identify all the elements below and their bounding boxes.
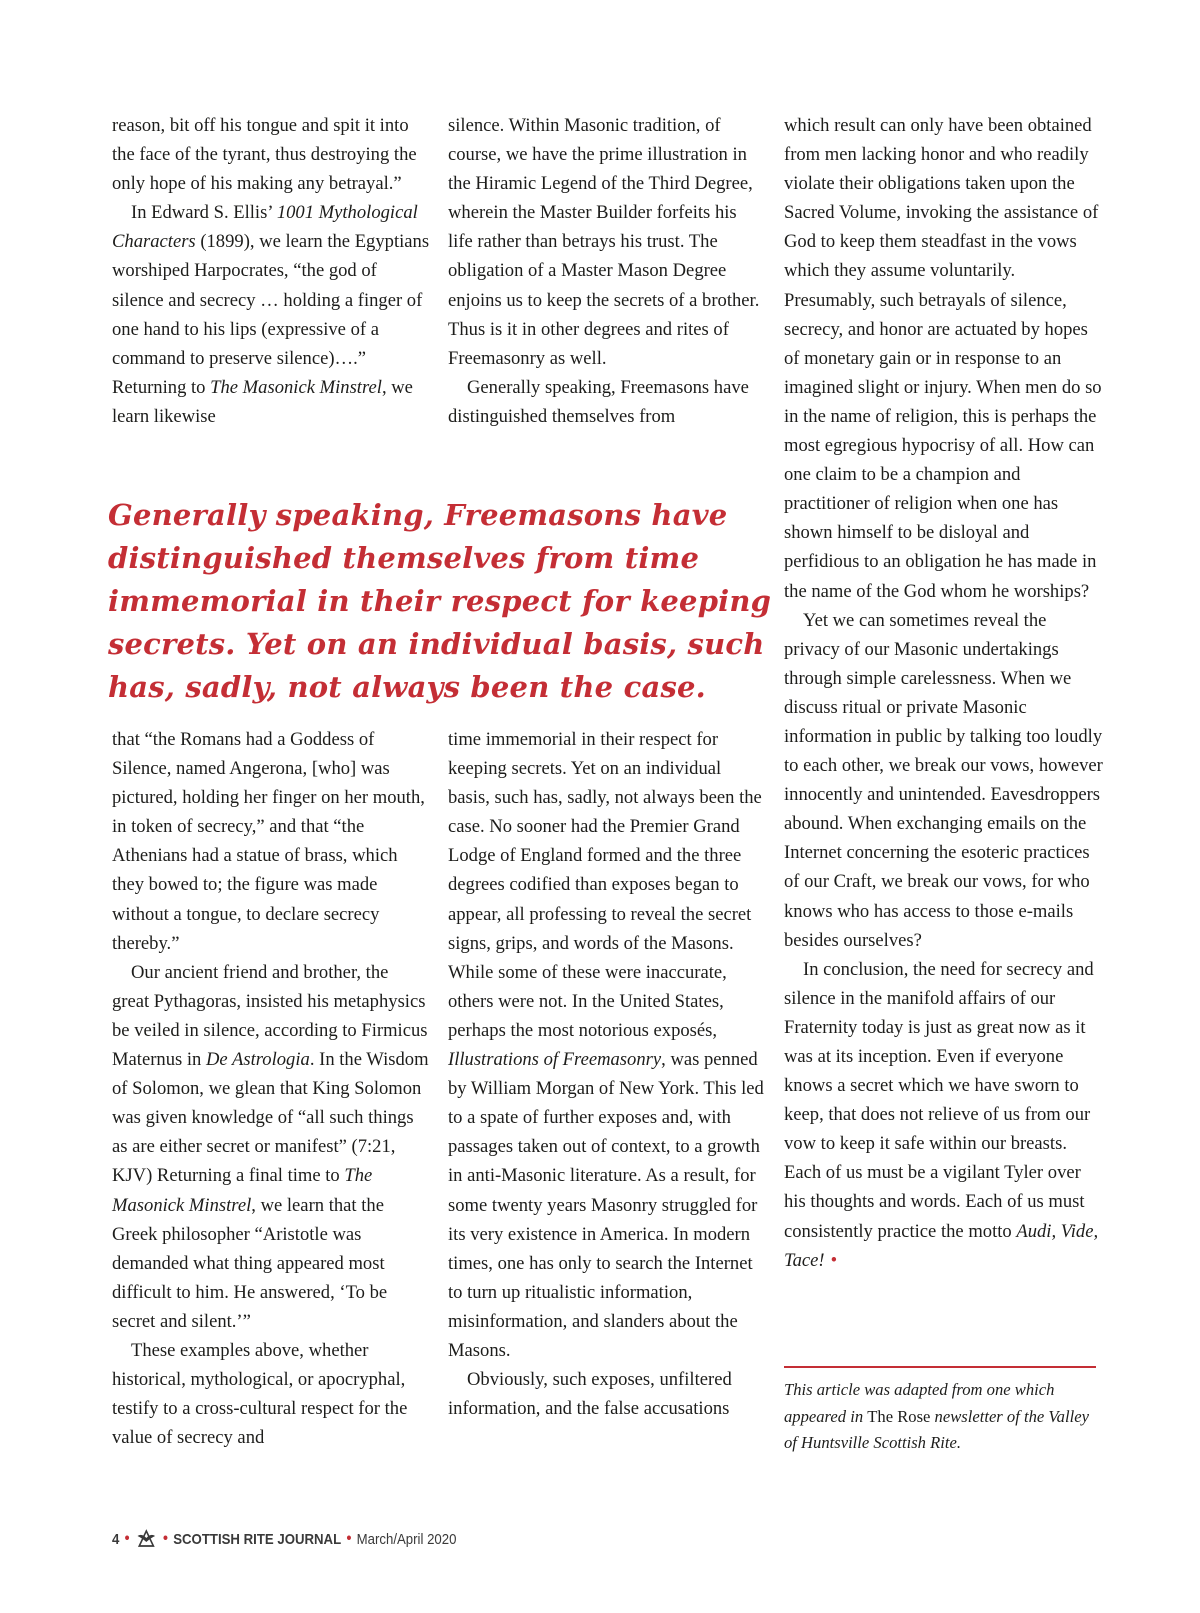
paragraph: that “the Romans had a Goddess of Silence, named Angerona, [who] was pictured, holding her finger on her mouth, in token of secrecy,” and that “the Athenians had a statue of brass, which they bowed to; the figure was made without a tongue, to declare secrecy thereby.” bbox=[112, 729, 425, 954]
paragraph: reason, bit off his tongue and spit it into the face of the tyrant, thus destroying the only hope of his making any betrayal.” bbox=[112, 115, 417, 195]
paragraph: time immemorial in their respect for keeping secrets. Yet on an individual basis, such has, sadly, not always been the case. No sooner had the Premier Grand Lodge of England formed and the three degrees codified than exposes began to appear, all professing to reveal the secret signs, grips, and words of the Masons. While some of these were inaccurate, others were not. In the United States, perhaps the most notorious exposés, Illustrations of Freemasonry, was penned by William Morgan of New York. This led to a spate of further exposes and, with passages taken out of context, to a growth in anti-Masonic literature. As a result, for some twenty years Masonry struggled for its very existence in America. In modern times, one has only to search the Internet to turn up ritualistic information, misinformation, and slanders about the Masons. bbox=[448, 729, 764, 1361]
footer-separator: • bbox=[162, 1530, 168, 1547]
book-title: The Masonick Minstrel bbox=[210, 376, 382, 398]
note-divider bbox=[784, 1366, 1096, 1368]
footer-separator: • bbox=[346, 1530, 352, 1547]
paragraph: In conclusion, the need for secrecy and silence in the manifold affairs of our Fraternity today is just as great now as it was at its inception. Even if everyone knows a secret which we have sworn to keep, that does not relieve of us from our vow to keep it safe within our breasts. Each of us must be a vigilant Tyler over his thoughts and words. Each of us must consistently practice the motto Audi, Vide, Tace! • bbox=[784, 958, 1099, 1271]
paragraph: which result can only have been obtained from men lacking honor and who readily violate their obligations taken upon the Sacred Volume, invoking the assistance of God to keep them steadfast in the vows which they assume voluntarily. Presumably, such betrayals of silence, secrecy, and honor are actuated by hopes of monetary gain or in response to an imagined slight or injury. When men do so in the name of religion, this is perhaps the most egregious hypocrisy of all. How can one claim to be a champion and practitioner of religion when one has shown himself to be disloyal and perfidious to an obligation he has made in the name of the God whom he worships? bbox=[784, 115, 1102, 602]
column-3 bbox=[784, 111, 1104, 1275]
column-1-top bbox=[112, 111, 430, 431]
page-footer bbox=[112, 1527, 456, 1551]
book-title: 1001 Mythological Characters bbox=[112, 202, 418, 253]
newsletter-title: The Rose bbox=[867, 1406, 931, 1426]
column-2-top bbox=[448, 111, 766, 431]
publication-name: SCOTTISH RITE JOURNAL bbox=[173, 1530, 342, 1548]
book-title: Illustrations of Freemasonry bbox=[448, 1049, 662, 1071]
footer-separator: • bbox=[124, 1530, 130, 1547]
paragraph: These examples above, whether historical, mythological, or apocryphal, testify to a cross-cultural respect for the value of secrecy and bbox=[112, 1339, 408, 1449]
issue-date: March/April 2020 bbox=[356, 1530, 457, 1548]
pull-quote: Generally speaking, Freemasons have distinguished themselves from time immemorial in their respect for keeping secrets. Yet on an individual basis, such has, sadly, not always been the case. bbox=[108, 498, 772, 704]
double-headed-eagle-icon bbox=[135, 1529, 158, 1549]
book-title: De Astrologia bbox=[206, 1049, 310, 1071]
paragraph: Obviously, such exposes, unfiltered information, and the false accusations bbox=[448, 1369, 732, 1420]
end-mark: • bbox=[830, 1249, 838, 1271]
paragraph: Yet we can sometimes reveal the privacy of our Masonic undertakings through simple carelessness. When we discuss ritual or private Masonic information in public by talking too loudly to each other, we break our vows, however innocently and unintended. Eavesdroppers abound. When exchanging emails on the Internet concerning the esoteric practices of our Craft, we break our vows, for who knows who has access to those e-mails besides ourselves? bbox=[784, 609, 1103, 951]
column-2-bottom bbox=[448, 725, 766, 1423]
column-1-bottom bbox=[112, 725, 430, 1452]
page-number: 4 bbox=[112, 1530, 120, 1548]
source-note: This article was adapted from one which appeared in The Rose newsletter of the Valley of Huntsville Scottish Rite. bbox=[784, 1380, 1089, 1453]
paragraph: In Edward S. Ellis’ 1001 Mythological Characters (1899), we learn the Egyptians worshiped Harpocrates, “the god of silence and secrecy … holding a finger of one hand to his lips (expressive of a command to preserve silence)….” Returning to The Masonick Minstrel, we learn likewise bbox=[112, 202, 430, 427]
book-title: The Masonick Minstrel bbox=[112, 1165, 373, 1216]
motto: Audi, Vide, Tace! bbox=[784, 1220, 1099, 1271]
paragraph: silence. Within Masonic tradition, of course, we have the prime illustration in the Hiramic Legend of the Third Degree, wherein the Master Builder forfeits his life rather than betrays his trust. The obligation of a Master Mason Degree enjoins us to keep the secrets of a brother. Thus is it in other degrees and rites of Freemasonry as well. bbox=[448, 115, 760, 369]
paragraph: Our ancient friend and brother, the great Pythagoras, insisted his metaphysics be veiled in silence, according to Firmicus Maternus in De Astrologia. In the Wisdom of Solomon, we glean that King Solomon was given knowledge of “all such things as are either secret or manifest” (7:21, KJV) Returning a final time to The Masonick Minstrel, we learn that the Greek philosopher “Aristotle was demanded what thing appeared most difficult to him. He answered, ‘To be secret and silent.’” bbox=[112, 961, 429, 1332]
paragraph: Generally speaking, Freemasons have distinguished themselves from bbox=[448, 376, 749, 427]
